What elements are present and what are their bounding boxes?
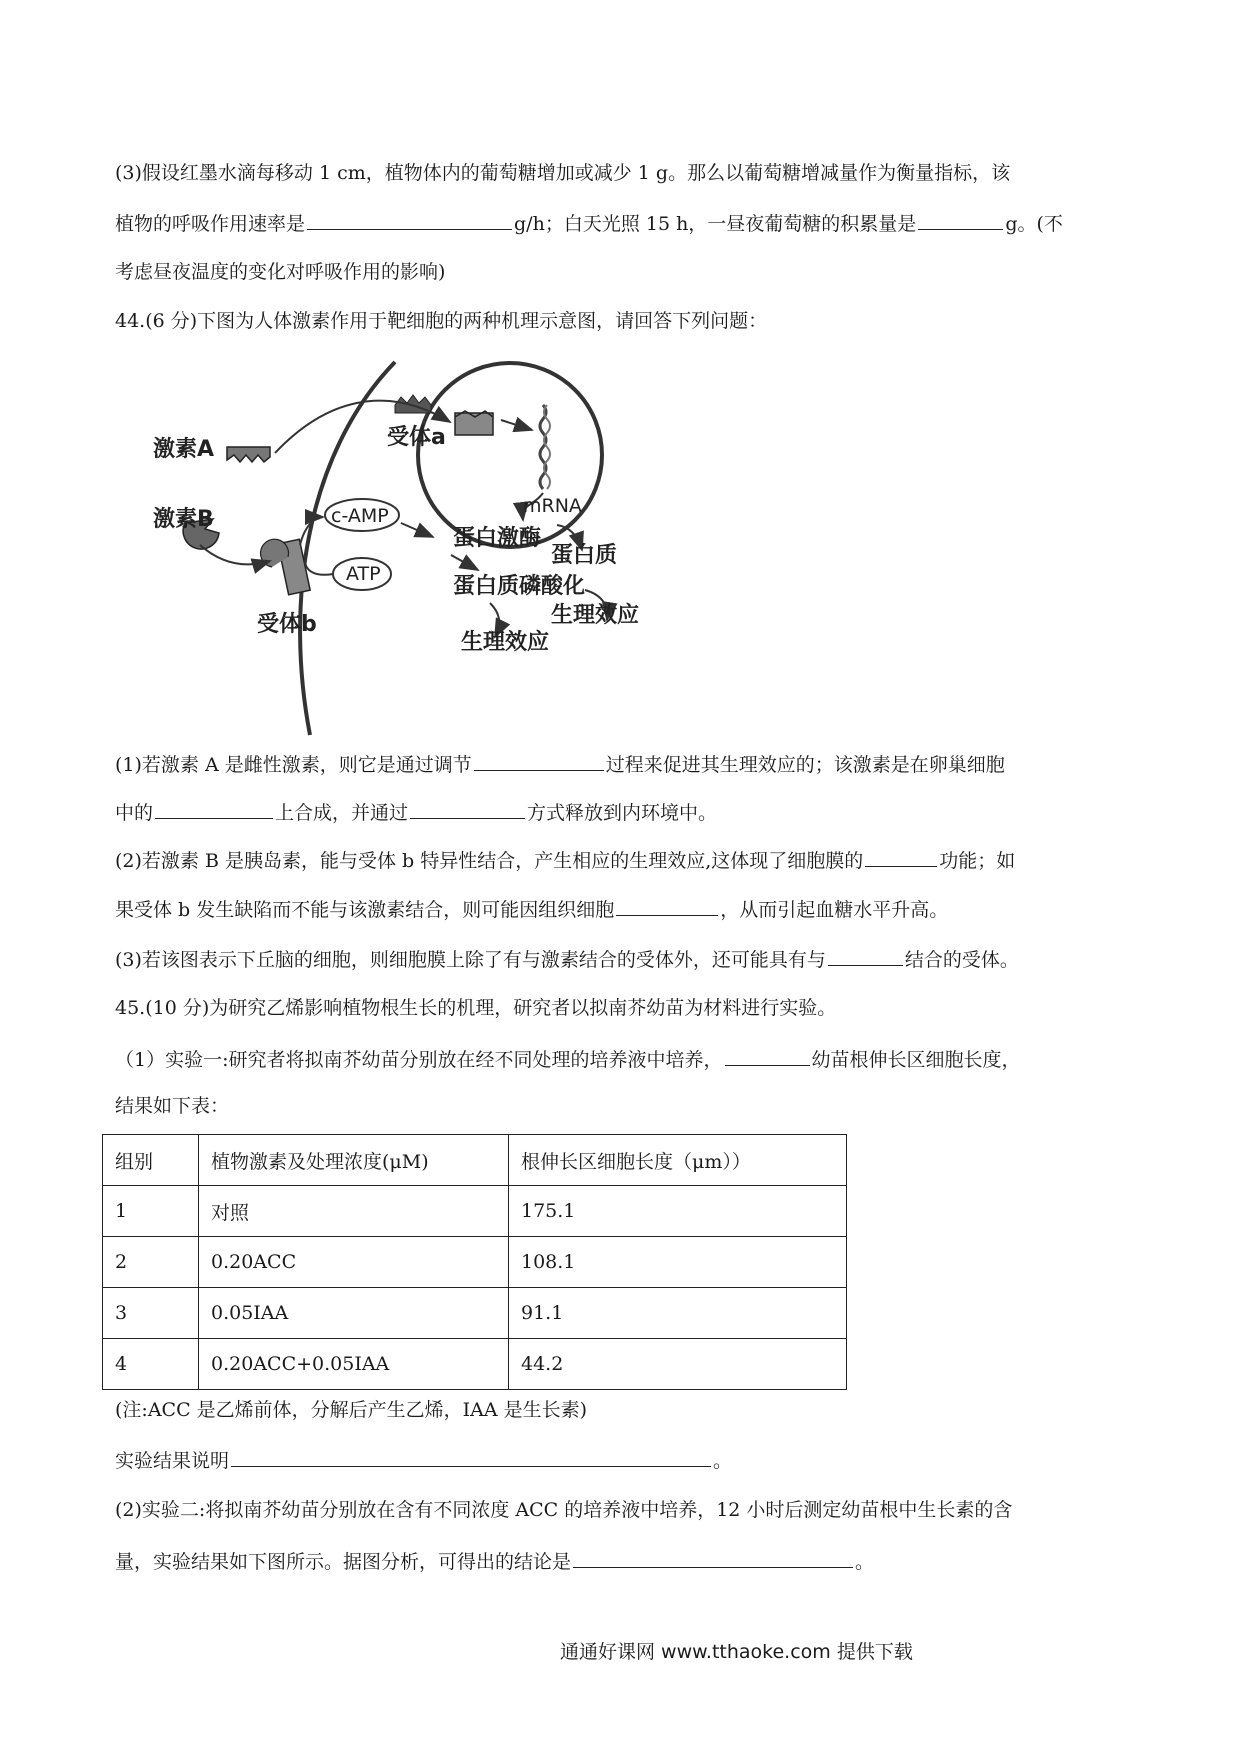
answer-blank[interactable] — [410, 799, 525, 819]
answer-blank[interactable] — [918, 210, 1003, 230]
answer-blank[interactable] — [231, 1447, 711, 1467]
table-cell: 0.20ACC — [199, 1237, 509, 1288]
table-cell: 对照 — [199, 1186, 509, 1237]
table-cell: 4 — [103, 1339, 199, 1390]
table-cell: 44.2 — [509, 1339, 847, 1390]
physiological-effect-left-label: 生理效应 — [461, 630, 550, 655]
table-row — [103, 1237, 847, 1288]
cell-membrane — [300, 362, 395, 735]
q45-result-line: 实验结果说明 。 — [115, 1447, 1135, 1474]
hormone-a-shape — [227, 447, 270, 462]
table-row — [103, 1186, 847, 1237]
table-cell: 1 — [103, 1186, 199, 1237]
q45-stem: 45.(10 分)为研究乙烯影响植物根生长的机理，研究者以拟南芥幼苗为材料进行实验。 — [115, 997, 837, 1019]
q44-stem: 44.(6 分)下图为人体激素作用于靶细胞的两种机理示意图，请回答下列问题： — [115, 310, 768, 332]
answer-blank[interactable] — [616, 896, 718, 916]
diagram-graphic — [145, 345, 745, 745]
q45-table-note: (注:ACC 是乙烯前体，分解后产生乙烯，IAA 是生长素) — [115, 1399, 588, 1421]
atp-label: ATP — [346, 563, 381, 585]
hormone-b-label: 激素B — [153, 507, 214, 532]
answer-blank[interactable] — [307, 210, 512, 230]
hormone-a-label: 激素A — [153, 437, 215, 462]
table-cell: 3 — [103, 1288, 199, 1339]
q45-1-line1: （1）实验一:研究者将拟南芥幼苗分别放在经不同处理的培养液中培养， 幼苗根伸长区细胞长度， — [115, 1046, 1135, 1073]
results-table — [102, 1134, 847, 1390]
table-cell: 0.20ACC+0.05IAA — [199, 1339, 509, 1390]
q45-1-line2: 结果如下表： — [115, 1095, 230, 1117]
physiological-effect-right-label: 生理效应 — [551, 603, 640, 628]
answer-blank[interactable] — [573, 1548, 853, 1568]
camp-label: c-AMP — [331, 505, 389, 527]
table-row — [103, 1339, 847, 1390]
table-cell: 175.1 — [509, 1186, 847, 1237]
protein-phosphorylation-label: 蛋白质磷酸化 — [453, 574, 586, 599]
q44-1-line1: (1)若激素 A 是雌性激素，则它是通过调节 过程来促进其生理效应的；该激素是在卵巢细胞 — [115, 751, 1135, 778]
receptor-b-label: 受体b — [257, 612, 317, 637]
table-cell: 2 — [103, 1237, 199, 1288]
table-header-cell: 根伸长区细胞长度（μm）） — [509, 1135, 847, 1186]
answer-blank[interactable] — [474, 751, 604, 771]
q44-1-line2: 中的 上合成，并通过 方式释放到内环境中。 — [115, 799, 1135, 826]
table-header-row — [103, 1135, 847, 1186]
answer-blank[interactable] — [828, 946, 903, 966]
hormone-mechanism-diagram — [145, 345, 745, 745]
q44-3: (3)若该图表示下丘脑的细胞，则细胞膜上除了有与激素结合的受体外，还可能具有与 结合的受体。 — [115, 946, 1135, 973]
page-footer: 通通好课网 www.tthaoke.com 提供下载 — [560, 1641, 913, 1663]
protein-kinase-label: 蛋白激酶 — [453, 526, 542, 551]
answer-blank[interactable] — [865, 847, 937, 867]
table-cell: 108.1 — [509, 1237, 847, 1288]
q43-3-line1: (3)假设红墨水滴每移动 1 cm，植物体内的葡萄糖增加或减少 1 g。那么以葡萄糖增减量作为衡量指标，该 — [115, 162, 1011, 184]
table-header-cell: 组别 — [103, 1135, 199, 1186]
q45-2-line2: 量，实验结果如下图所示。据图分析，可得出的结论是 。 — [115, 1548, 1135, 1575]
table-row — [103, 1288, 847, 1339]
table-cell: 0.05IAA — [199, 1288, 509, 1339]
protein-label: 蛋白质 — [551, 543, 618, 568]
table-cell: 91.1 — [509, 1288, 847, 1339]
answer-blank[interactable] — [725, 1046, 810, 1066]
q43-3-line2: 植物的呼吸作用速率是 g/h；白天光照 15 h，一昼夜葡萄糖的积累量是 g。(不 — [115, 210, 1135, 237]
q45-2-line1: (2)实验二:将拟南芥幼苗分别放在含有不同浓度 ACC 的培养液中培养，12 小时后测定幼苗根中生长素的含 — [115, 1499, 1013, 1521]
answer-blank[interactable] — [155, 799, 273, 819]
q44-2-line2: 果受体 b 发生缺陷而不能与该激素结合，则可能因组织细胞 ，从而引起血糖水平升高。 — [115, 896, 1135, 923]
mrna-label: mRNA — [523, 495, 582, 517]
q44-2-line1: (2)若激素 B 是胰岛素，能与受体 b 特异性结合，产生相应的生理效应,这体现了细胞膜的 功能；如 — [115, 847, 1135, 874]
receptor-a-label: 受体a — [387, 425, 446, 450]
table-header-cell: 植物激素及处理浓度(μM) — [199, 1135, 509, 1186]
nucleus — [418, 363, 602, 547]
q43-3-line3: 考虑昼夜温度的变化对呼吸作用的影响) — [115, 261, 446, 283]
